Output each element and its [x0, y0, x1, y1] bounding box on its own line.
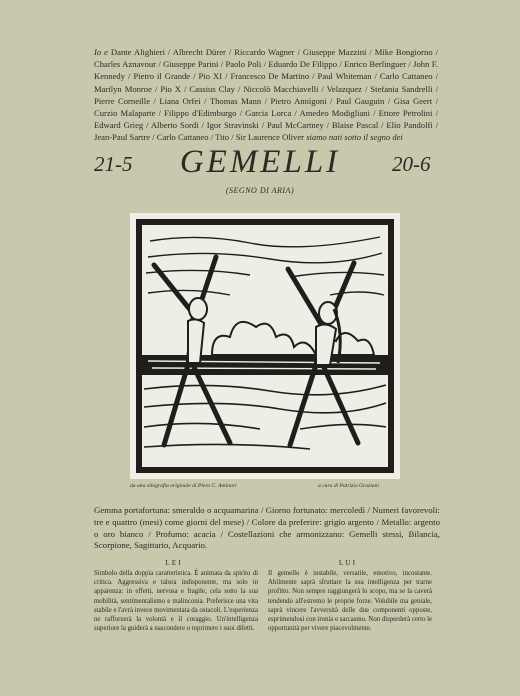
woodcut-illustration [130, 213, 400, 479]
lui-description: Il gemello è instabile, versatile, emotivo, incostante. Abilmente saprà sfruttare la sua intelligenza per trarne profitto. Non sempre raggiungerà lo scopo, ma se la caverà tendendo all'estremo le proprie forze. Volubile ma geniale, saprà vincere l'avversità delle due componenti opposte, esprimendosi con ironia e sarcasmo. Non disperderà certo le opportunità per vivere piacevolmente. [268, 570, 433, 633]
intro-trail: siamo nati sotto il segno dei [306, 132, 403, 143]
artwork-caption-right: a cura di Patrizio Graziani [318, 483, 379, 489]
woodcut-image [130, 213, 400, 479]
intro-lead: Io e [94, 47, 108, 57]
artwork-caption-left: da una xilografia originale di Piero C. Antinori [130, 483, 237, 489]
lei-heading: LEI [165, 558, 183, 567]
date-range-start: 21-5 [94, 152, 133, 176]
intro-paragraph [94, 46, 438, 144]
lui-heading: LUI [338, 558, 358, 567]
page-subtitle: (SEGNO DI ARIA) [225, 186, 295, 195]
lei-description: Simbolo della doppia caratteristica. È animata da spirito di critica. Aggressiva e talora indisponente, ma solo in apparenza: in effetti, nervosa e fragile, cela sotto la sua mobilità, sentimentalismo e malinconia. Preferisce una vita stabile e l'avrà invece movimentata da ostacoli. L'esperienza ne rafforzerà la volontà e il coraggio. Un'intelligenza superiore la guiderà a nascondere o reprimere i suoi difetti. [94, 570, 258, 633]
date-range-end: 20-6 [392, 152, 431, 176]
intro-names: Dante Alighieri / Albrecht Dürer / Riccardo Wagner / Giuseppe Mazzini / Mike Bongiorno / Charles Aznavour / Giuseppe Parini / Paolo Poli / Eduardo De Filippo / Enrico Berlinguer / John F. Kennedy / Pietro il Grande / Pio XI / Francesco De Martino / Paul Whiteman / Carlo Cattaneo / Marilyn Monroe / Pio X / Cassius Clay / Niccolò Macchiavelli / Velazquez / Stefania Sandrelli / Pierre Corneille / Liana Orfei / Thomas Mann / Pietro Annigoni / Paul Gauguin / Gisa Geert / Curzio Malaparte / Filippo d'Edimburgo / Garcia Lorca / Amedeo Modigliani / Ettore Petrolini / Edward Grieg / Alberto Sordi / Igor Stravinski / Paul McCartney / Blaise Pascal / Elio Pandolfi / Jean-Paul Sartre / Carlo Cattaneo / Tito / Sir Laurence Oliver [94, 47, 438, 143]
lucky-attributes-paragraph: Gemma portafortuna: smeraldo o acquamarina / Giorno fortunato: mercoledì / Numeri favorevoli: tre e quattro (mesi) come giorni del mese) / Colore da preferire: grigio argento / Metallo: argento o oro bianco / Profumo: acacia / Costellazioni che armonizzano: Gemelli stessi, Bilancia, Scorpione, Sagittario, Acquario. [94, 505, 440, 551]
page-title: GEMELLI [179, 144, 341, 180]
